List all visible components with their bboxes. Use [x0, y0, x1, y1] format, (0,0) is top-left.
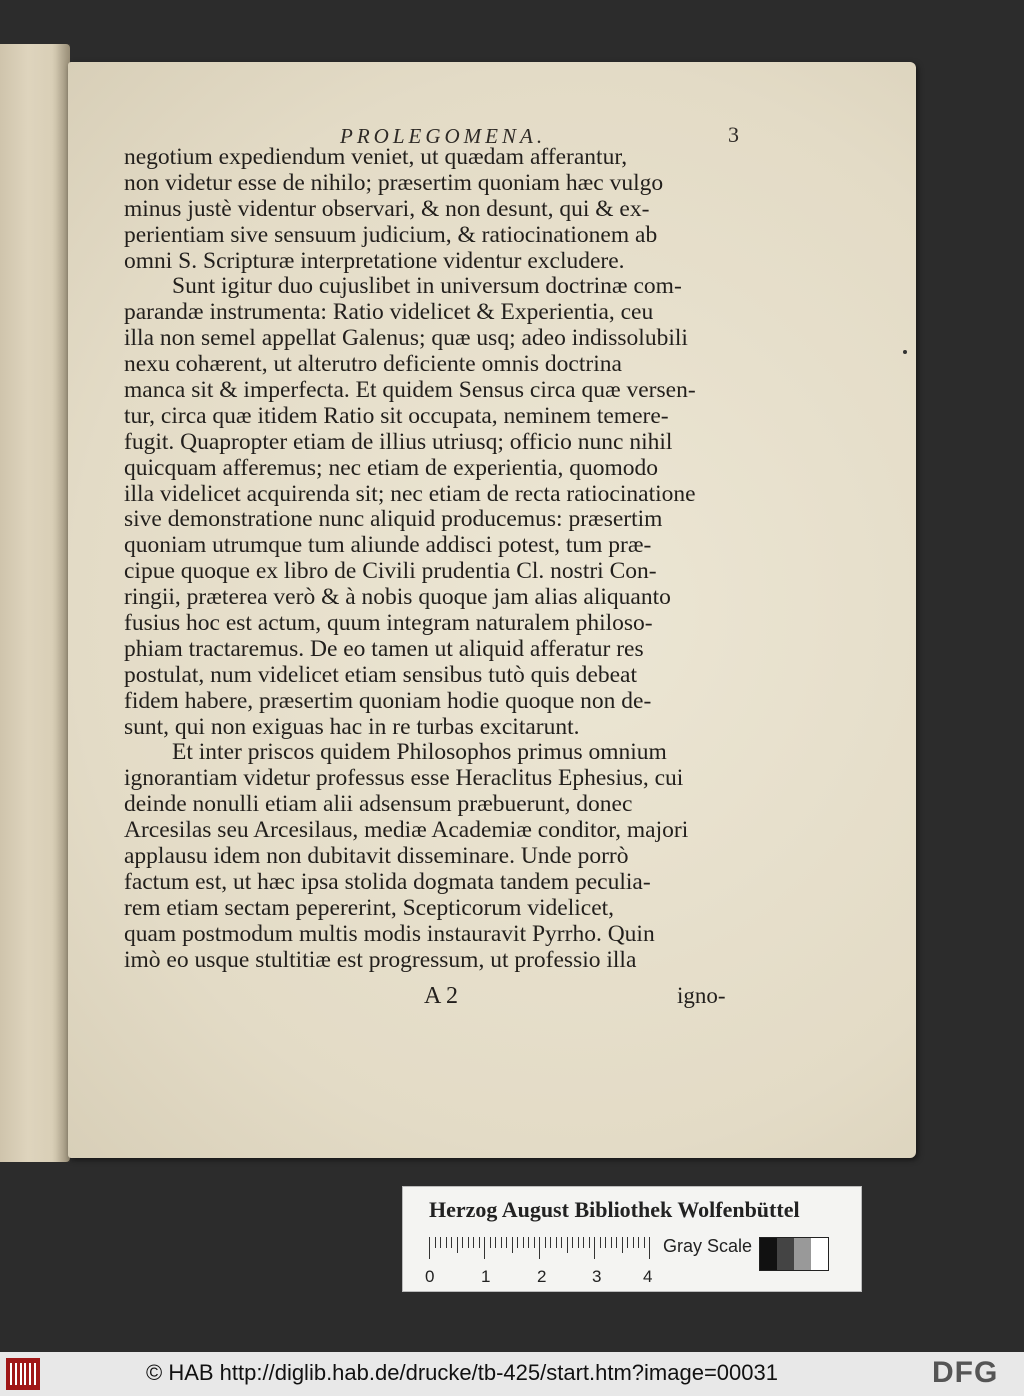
text-line: Arcesilas seu Arcesilaus, mediæ Academiæ conditor, majori	[124, 817, 689, 844]
ink-speck	[903, 350, 907, 354]
ruler-tick	[446, 1237, 447, 1248]
ruler-number: 4	[643, 1267, 653, 1286]
text-line: phiam tractaremus. De eo tamen ut aliquid afferatur res	[124, 635, 644, 662]
ruler	[429, 1237, 653, 1259]
running-head: PROLEGOMENA.	[340, 124, 547, 148]
gray-swatch	[794, 1238, 811, 1270]
text-line: fusius hoc est actum, quum integram naturalem philoso-	[124, 610, 653, 637]
ruler-tick	[583, 1237, 584, 1248]
text-line: ignorantiam videtur professus esse Heraclitus Ephesius, cui	[124, 765, 684, 792]
ruler-tick	[517, 1237, 518, 1248]
gray-scale-label: Gray Scale	[663, 1236, 753, 1256]
footer-copyright-link[interactable]: © HAB http://diglib.hab.de/drucke/tb-425/start.htm?image=00031	[146, 1360, 778, 1385]
text-line: Et inter priscos quidem Philosophos primus omnium	[172, 739, 667, 766]
gray-swatch	[777, 1238, 794, 1270]
ruler-tick	[435, 1237, 436, 1248]
page-number: 3	[728, 122, 739, 147]
ruler-tick	[479, 1237, 480, 1248]
ruler-tick	[572, 1237, 573, 1248]
ruler-number: 2	[537, 1267, 547, 1286]
ruler-tick	[534, 1237, 535, 1248]
text-line: illa non semel appellat Galenus; quæ usq; adeo indissolubili	[124, 325, 688, 352]
gray-scale-swatches	[759, 1237, 829, 1271]
text-line: negotium expediendum veniet, ut quædam afferantur,	[124, 144, 628, 170]
text-line: tur, circa quæ itidem Ratio sit occupata, neminem temere-	[124, 402, 669, 429]
text-line: quoniam utrumque tum aliunde addisci potest, tum præ-	[124, 532, 652, 559]
ruler-tick	[616, 1237, 617, 1248]
ruler-tick	[490, 1237, 491, 1248]
text-line: omni S. Scripturæ interpretatione videntur excludere.	[124, 247, 625, 274]
dfg-logo: DFG	[932, 1356, 999, 1389]
ruler-tick	[578, 1237, 579, 1248]
text-line: postulat, num videlicet etiam sensibus tutò quis debeat	[124, 661, 637, 688]
text-line: quicquam afferemus; nec etiam de experientia, quomodo	[124, 454, 658, 481]
ruler-tick	[567, 1237, 568, 1253]
ruler-tick	[638, 1237, 639, 1248]
ruler-tick	[495, 1237, 496, 1248]
body-text	[124, 145, 744, 974]
catchword: igno-	[677, 983, 726, 1008]
text-line: manca sit & imperfecta. Et quidem Sensus circa quæ versen-	[124, 377, 696, 404]
ruler-tick	[556, 1237, 557, 1248]
gray-swatch	[811, 1238, 828, 1270]
ruler-tick	[589, 1237, 590, 1248]
ruler-tick	[523, 1237, 524, 1248]
color-scale-card	[402, 1186, 862, 1292]
ruler-tick	[528, 1237, 529, 1248]
ruler-tick	[633, 1237, 634, 1248]
ruler-tick	[627, 1237, 628, 1248]
library-name: Herzog August Bibliothek Wolfenbüttel	[429, 1197, 800, 1222]
ruler-tick	[622, 1237, 623, 1253]
ruler-tick	[550, 1237, 551, 1248]
text-line: applausu idem non dubitavit disseminare. Unde porrò	[124, 843, 629, 870]
text-line: factum est, ut hæc ipsa stolida dogmata tandem peculia-	[124, 868, 651, 895]
ruler-tick	[451, 1237, 452, 1248]
footer-bar	[0, 1352, 1024, 1396]
text-line: perientiam sive sensuum judicium, & ratiocinationem ab	[124, 221, 658, 248]
text-line: sunt, qui non exiguas hac in re turbas excitarunt.	[124, 713, 580, 740]
ruler-tick	[457, 1237, 458, 1253]
ruler-tick	[649, 1237, 650, 1259]
ruler-tick	[605, 1237, 606, 1248]
ruler-tick	[600, 1237, 601, 1248]
ruler-tick	[594, 1237, 595, 1259]
text-line: fidem habere, præsertim quoniam hodie quoque non de-	[124, 687, 652, 714]
text-line: nexu cohærent, ut alterutro deficiente omnis doctrina	[124, 351, 622, 378]
ruler-tick	[501, 1237, 502, 1248]
text-line: Sunt igitur duo cujuslibet in universum doctrinæ com-	[172, 273, 682, 300]
text-line: minus justè videntur observari, & non desunt, qui & ex-	[124, 195, 650, 222]
ruler-tick	[545, 1237, 546, 1248]
text-line: quam postmodum multis modis instauravit Pyrrho. Quin	[124, 920, 655, 947]
text-line: deinde nonulli etiam alii adsensum præbuerunt, donec	[124, 791, 633, 818]
text-line: ringii, præterea verò & à nobis quoque jam alias aliquanto	[124, 584, 671, 611]
ruler-tick	[512, 1237, 513, 1253]
ruler-number: 0	[425, 1267, 435, 1286]
ruler-tick	[539, 1237, 540, 1259]
ruler-tick	[644, 1237, 645, 1248]
hab-logo-icon	[6, 1358, 40, 1390]
ruler-tick	[611, 1237, 612, 1248]
ruler-tick	[473, 1237, 474, 1248]
ruler-number: 1	[481, 1267, 491, 1286]
text-line: rem etiam sectam pepererint, Scepticorum videlicet,	[124, 894, 615, 921]
text-line: sive demonstratione nunc aliquid producemus: præsertim	[124, 506, 663, 533]
ruler-tick	[440, 1237, 441, 1248]
text-line: parandæ instrumenta: Ratio videlicet & Experientia, ceu	[124, 299, 654, 326]
text-line: illa videlicet acquirenda sit; nec etiam de recta ratiocinatione	[124, 480, 696, 507]
text-line: fugit. Quapropter etiam de illius utriusq; officio nunc nihil	[124, 428, 673, 455]
ruler-tick	[462, 1237, 463, 1248]
ruler-tick	[506, 1237, 507, 1248]
ruler-tick	[468, 1237, 469, 1248]
ruler-number: 3	[592, 1267, 602, 1286]
text-line: imò eo usque stultitiæ est progressum, ut professio illa	[124, 946, 637, 973]
text-line: cipue quoque ex libro de Civili prudentia Cl. nostri Con-	[124, 558, 657, 585]
ruler-tick	[561, 1237, 562, 1248]
ruler-tick	[484, 1237, 485, 1259]
ruler-tick	[429, 1237, 430, 1259]
gray-swatch	[760, 1238, 777, 1270]
signature-mark: A 2	[424, 983, 459, 1009]
text-line: non videtur esse de nihilo; præsertim quoniam hæc vulgo	[124, 169, 664, 196]
